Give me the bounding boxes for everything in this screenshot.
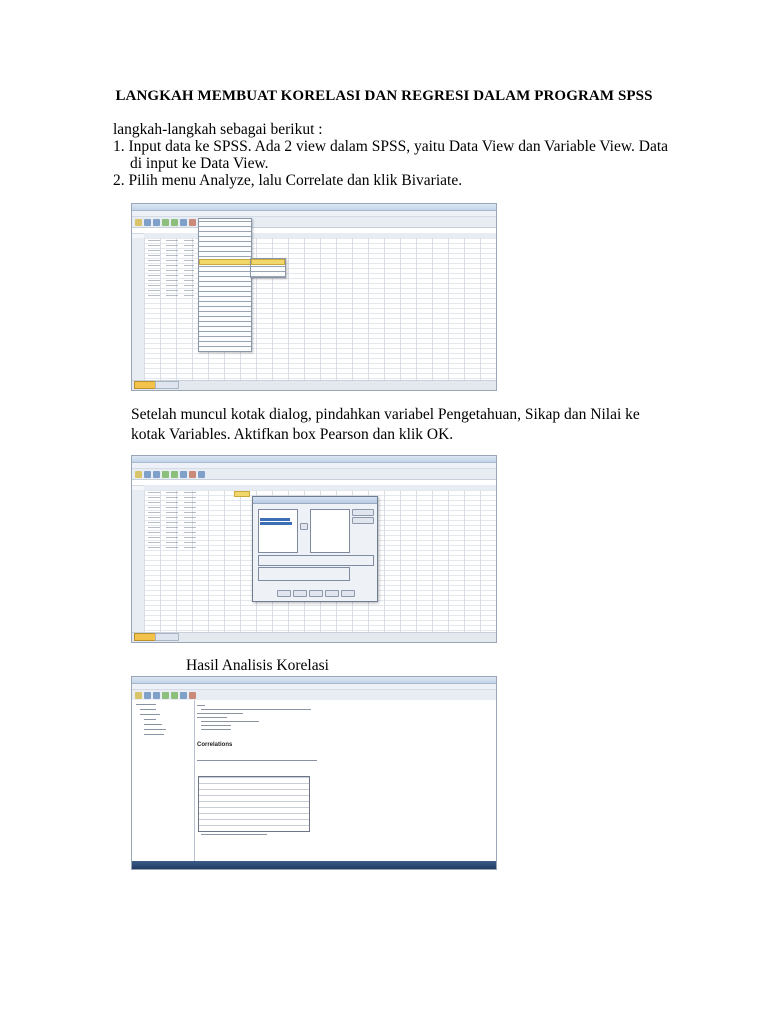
source-variable-list xyxy=(258,509,298,553)
toolbar xyxy=(132,469,496,480)
correlations-table xyxy=(198,776,310,832)
save-icon xyxy=(144,692,151,699)
dataset-line xyxy=(197,760,317,761)
variables-icon xyxy=(189,219,196,226)
steps-block xyxy=(113,121,693,189)
syntax-line xyxy=(197,717,227,718)
page-title: LANGKAH MEMBUAT KORELASI DAN REGRESI DALAM PROGRAM SPSS xyxy=(115,88,653,104)
syntax-line xyxy=(201,729,231,730)
goto-icon xyxy=(180,471,187,478)
bootstrap-button xyxy=(352,517,374,524)
windows-taskbar xyxy=(132,861,496,869)
correlations-heading: Correlations xyxy=(197,742,233,748)
data-view-tab xyxy=(134,633,156,641)
move-arrow-button xyxy=(300,523,308,530)
redo-icon xyxy=(171,219,178,226)
designated-window-icon xyxy=(189,692,196,699)
undo-icon xyxy=(162,219,169,226)
open-icon xyxy=(135,471,142,478)
view-tabs xyxy=(132,380,496,390)
screenshot-bivariate-dialog xyxy=(131,455,497,643)
correlation-coefficients-group xyxy=(258,555,374,566)
intro-text: langkah-langkah sebagai berikut : xyxy=(113,121,323,138)
ok-button xyxy=(277,590,291,597)
syntax-line xyxy=(197,713,243,714)
export-icon xyxy=(180,692,187,699)
data-column-tahun xyxy=(148,492,160,550)
outline-item xyxy=(140,714,160,715)
window-titlebar xyxy=(132,204,496,211)
window-titlebar xyxy=(132,456,496,463)
bivariate-correlations-dialog xyxy=(252,496,378,602)
syntax-line xyxy=(197,705,205,706)
redo-icon xyxy=(171,471,178,478)
data-column-pengetahuan xyxy=(184,240,194,298)
find-icon xyxy=(198,471,205,478)
print-icon xyxy=(153,692,160,699)
correlate-menu-item xyxy=(199,259,251,265)
screenshot-analyze-menu xyxy=(131,203,497,391)
data-grid xyxy=(144,238,496,381)
outline-item xyxy=(144,729,166,730)
screenshot-output-viewer xyxy=(131,676,497,870)
save-icon xyxy=(144,471,151,478)
variables-icon xyxy=(189,471,196,478)
selected-cell xyxy=(234,491,250,497)
step-1-line-2: di input ke Data View. xyxy=(130,155,269,172)
data-column-nilai xyxy=(166,240,178,298)
outline-item xyxy=(136,704,156,705)
reset-button xyxy=(309,590,323,597)
print-icon xyxy=(153,219,160,226)
step-2: 2. Pilih menu Analyze, lalu Correlate dan klik Bivariate. xyxy=(113,172,463,189)
variables-list xyxy=(310,509,350,553)
outline-item xyxy=(144,734,164,735)
syntax-line xyxy=(201,725,231,726)
help-button xyxy=(341,590,355,597)
variable-view-tab xyxy=(155,633,179,641)
forward-icon xyxy=(171,692,178,699)
syntax-line xyxy=(201,709,311,710)
outline-item xyxy=(144,719,156,720)
undo-icon xyxy=(162,471,169,478)
print-icon xyxy=(153,471,160,478)
output-content-pane xyxy=(195,700,496,861)
data-column-nilai xyxy=(166,492,178,550)
window-titlebar xyxy=(132,677,496,684)
data-column-pengetahuan xyxy=(184,492,196,550)
outline-item xyxy=(140,709,156,710)
outline-item xyxy=(144,724,162,725)
output-outline-pane xyxy=(132,700,195,861)
selected-variables-highlight-2 xyxy=(260,522,292,525)
toolbar xyxy=(132,217,496,228)
analyze-menu xyxy=(198,218,252,352)
open-icon xyxy=(135,219,142,226)
cancel-button xyxy=(325,590,339,597)
data-column-tahun xyxy=(148,240,160,298)
save-icon xyxy=(144,219,151,226)
selected-variables-highlight xyxy=(260,518,290,521)
paragraph-dialog-instructions: Setelah muncul kotak dialog, pindahkan variabel Pengetahuan, Sikap dan Nilai ke kotak Variables. Aktifkan box Pearson dan klik OK. xyxy=(131,406,640,443)
test-of-significance-group xyxy=(258,567,350,581)
view-tabs xyxy=(132,632,496,642)
step-1-line-1: 1. Input data ke SPSS. Ada 2 view dalam SPSS, yaitu Data View dan Variable View. Data xyxy=(113,138,669,155)
dialog-titlebar xyxy=(253,497,377,504)
paste-button xyxy=(293,590,307,597)
variable-view-tab xyxy=(155,381,179,389)
options-button xyxy=(352,509,374,516)
syntax-line xyxy=(201,721,259,722)
output-caption: Hasil Analisis Korelasi xyxy=(186,657,329,674)
bivariate-menu-item xyxy=(251,259,285,265)
goto-icon xyxy=(180,219,187,226)
back-icon xyxy=(162,692,169,699)
open-icon xyxy=(135,692,142,699)
table-footnote xyxy=(201,834,267,835)
data-view-tab xyxy=(134,381,156,389)
